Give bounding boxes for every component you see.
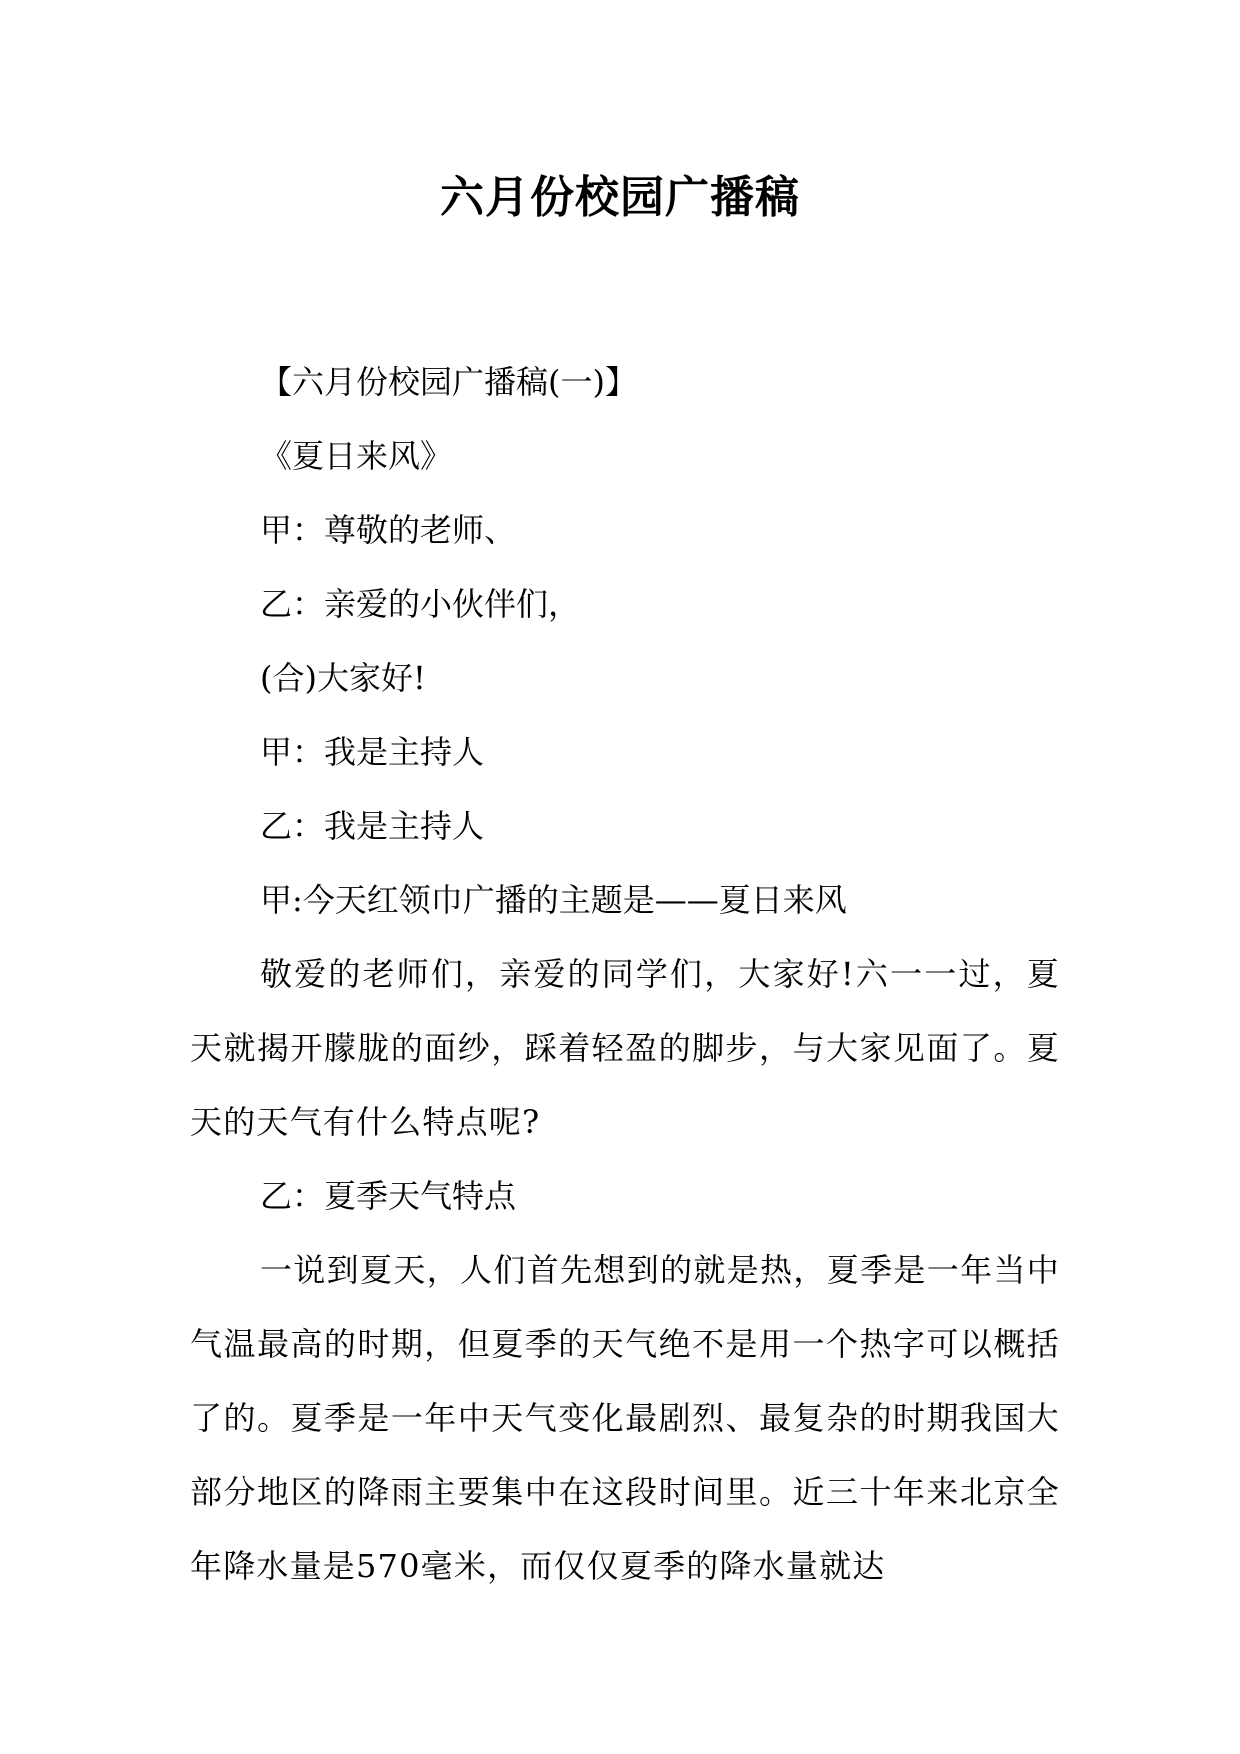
dialogue-line: 甲：尊敬的老师、: [260, 511, 517, 549]
dialogue-line: 甲:今天红领巾广播的主题是——夏日来风: [260, 881, 847, 919]
body-paragraph: 敬爱的老师们，亲爱的同学们，大家好!六一一过，夏天就揭开朦胧的面纱，踩着轻盈的脚步，与大家见面了。夏天的天气有什么特点呢?: [190, 955, 1060, 1141]
dialogue-line: 乙：我是主持人: [260, 807, 485, 845]
dialogue-line: 乙：夏季天气特点: [260, 1177, 517, 1215]
section-heading: 【六月份校园广播稿(一)】: [260, 363, 637, 401]
document-body: [190, 345, 1060, 1603]
program-name: 《夏日来风》: [260, 437, 453, 475]
document-title: 六月份校园广播稿: [440, 172, 800, 223]
body-paragraph: 一说到夏天，人们首先想到的就是热，夏季是一年当中气温最高的时期，但夏季的天气绝不是用一个热字可以概括了的。夏季是一年中天气变化最剧烈、最复杂的时期我国大部分地区的降雨主要集中在这段时间里。近三十年来北京全年降水量是570毫米，而仅仅夏季的降水量就达: [190, 1251, 1060, 1585]
dialogue-line: (合)大家好!: [260, 659, 426, 697]
dialogue-line: 乙：亲爱的小伙伴们，: [260, 585, 581, 623]
dialogue-line: 甲：我是主持人: [260, 733, 485, 771]
